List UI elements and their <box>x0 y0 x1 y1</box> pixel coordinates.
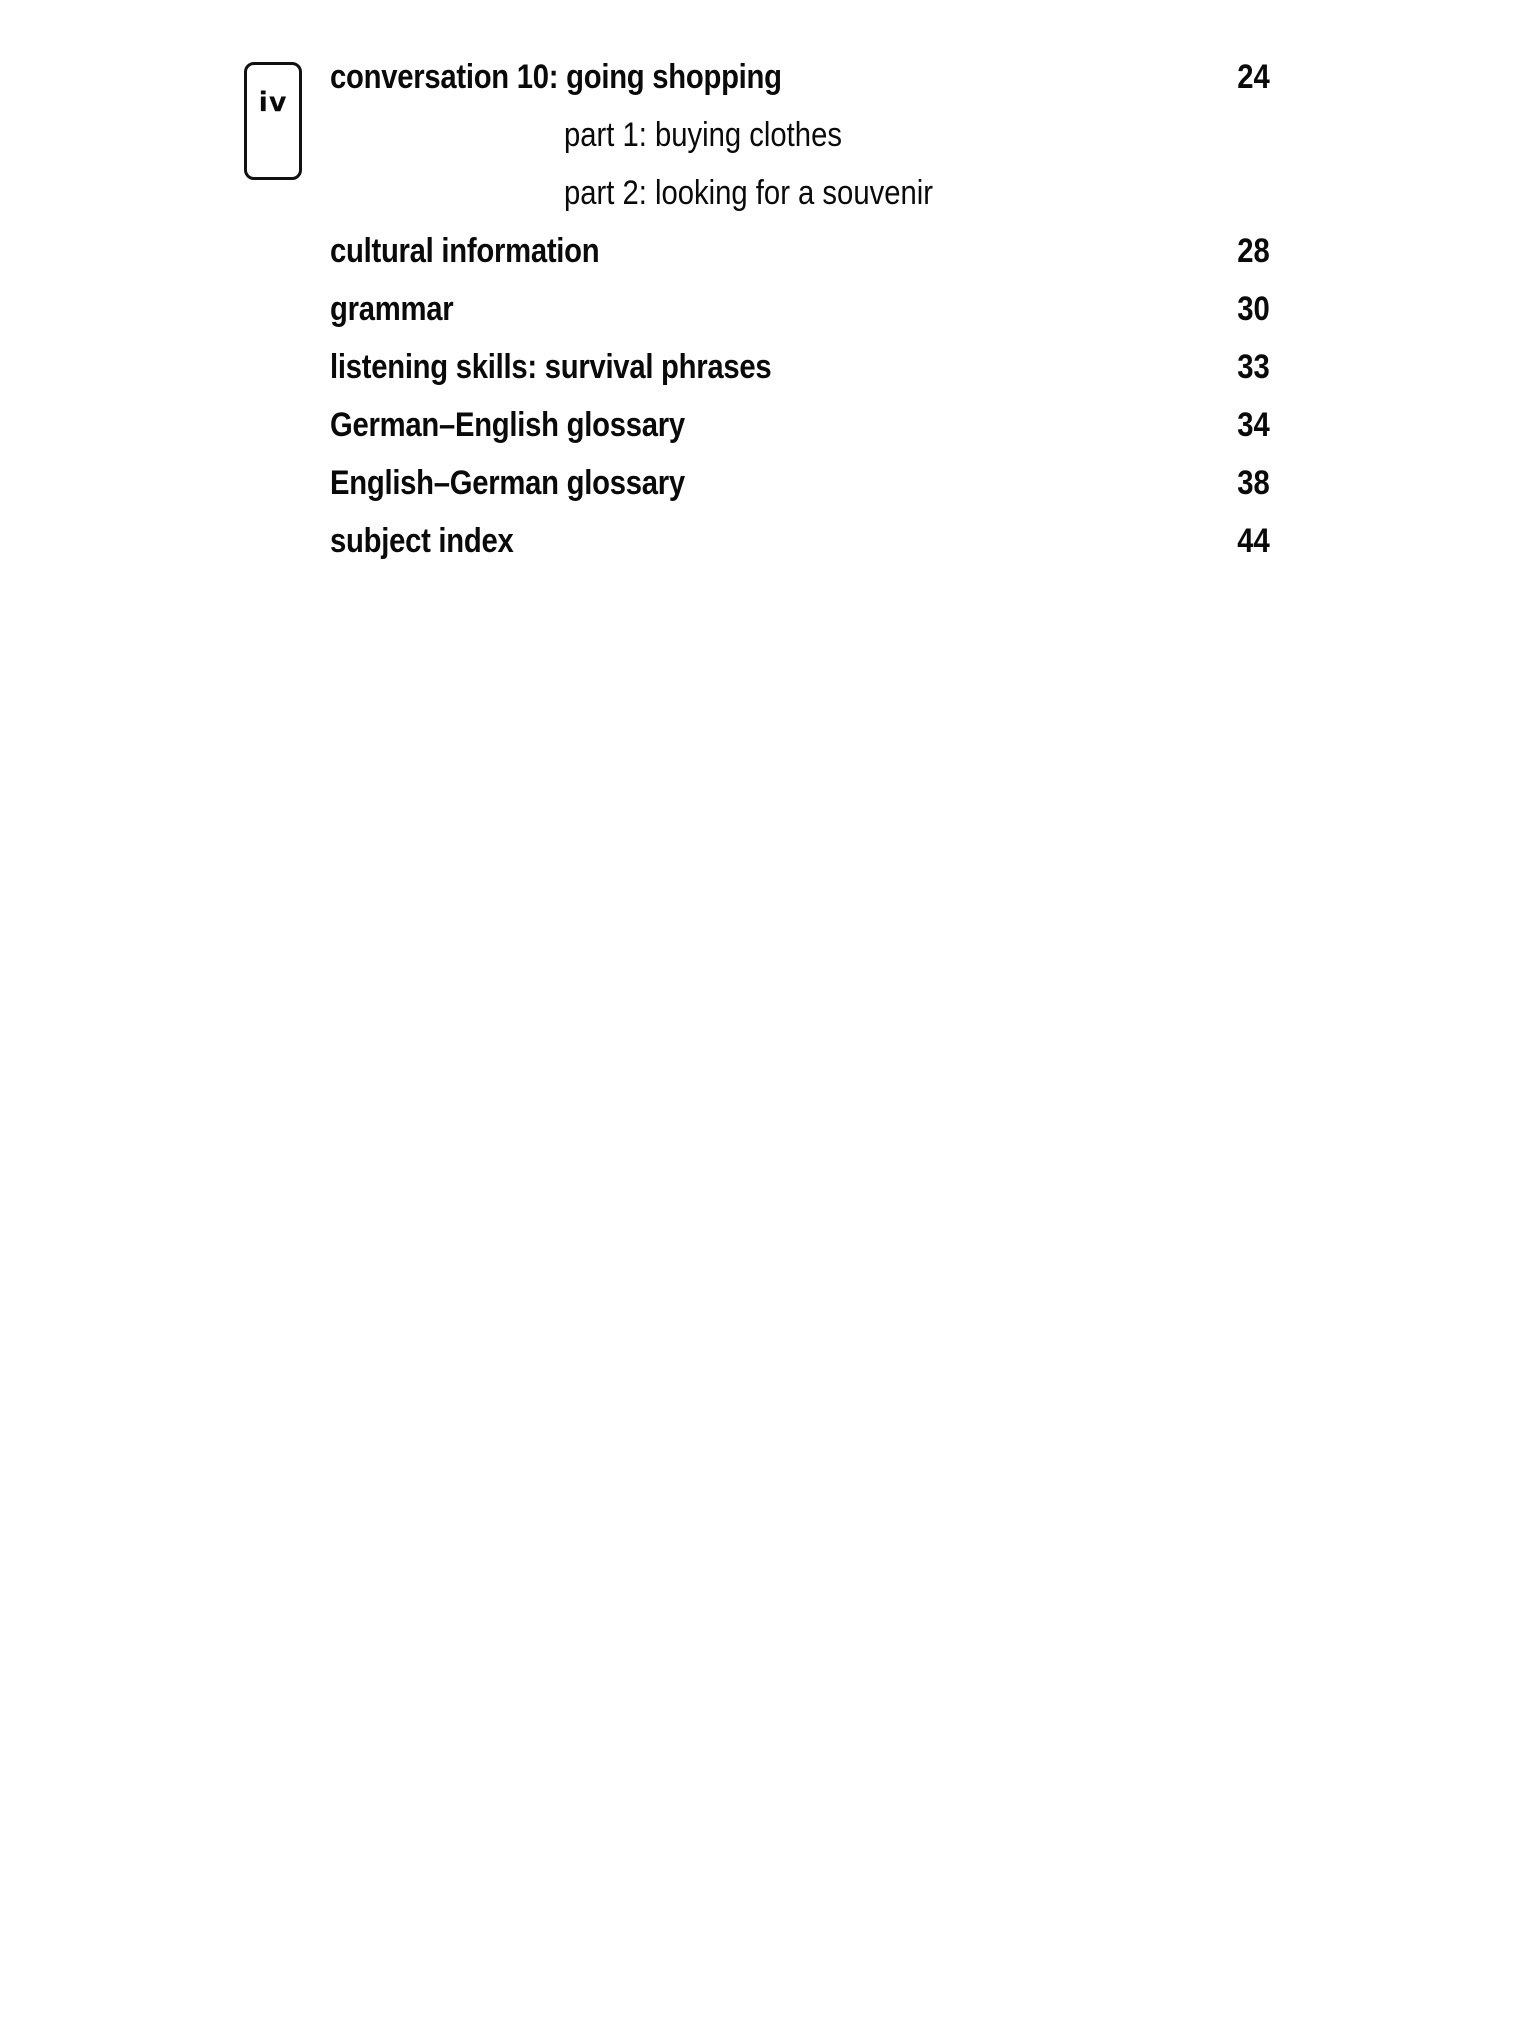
toc-entry-title: grammar <box>330 289 454 328</box>
toc-subentry-title: part 1: buying clothes <box>564 115 842 154</box>
toc-entry <box>330 512 1270 570</box>
toc-entry-page: 24 <box>1237 57 1270 96</box>
toc-entry-page: 34 <box>1237 405 1270 444</box>
toc-entry <box>330 280 1270 338</box>
toc-subentry <box>330 106 1270 164</box>
toc-entry <box>330 396 1270 454</box>
toc-entry-title: conversation 10: going shopping <box>330 57 782 96</box>
toc-entry-page: 44 <box>1237 521 1270 560</box>
page-number: iv <box>258 87 288 118</box>
page-number-tab <box>244 62 302 180</box>
toc-entry-title: German–English glossary <box>330 405 685 444</box>
toc-entry-page: 28 <box>1237 231 1270 270</box>
toc-entry-title: cultural information <box>330 231 600 270</box>
toc-entry <box>330 338 1270 396</box>
toc-entry <box>330 222 1270 280</box>
toc-subentry-title: part 2: looking for a souvenir <box>564 173 933 212</box>
toc-entry <box>330 454 1270 512</box>
toc-entry-title: listening skills: survival phrases <box>330 347 772 386</box>
table-of-contents <box>330 48 1270 570</box>
toc-entry-title: subject index <box>330 521 514 560</box>
toc-subentry <box>330 164 1270 222</box>
toc-entry <box>330 48 1270 106</box>
toc-entry-title: English–German glossary <box>330 463 685 502</box>
toc-entry-page: 30 <box>1237 289 1270 328</box>
toc-entry-page: 38 <box>1237 463 1270 502</box>
toc-entry-page: 33 <box>1237 347 1270 386</box>
